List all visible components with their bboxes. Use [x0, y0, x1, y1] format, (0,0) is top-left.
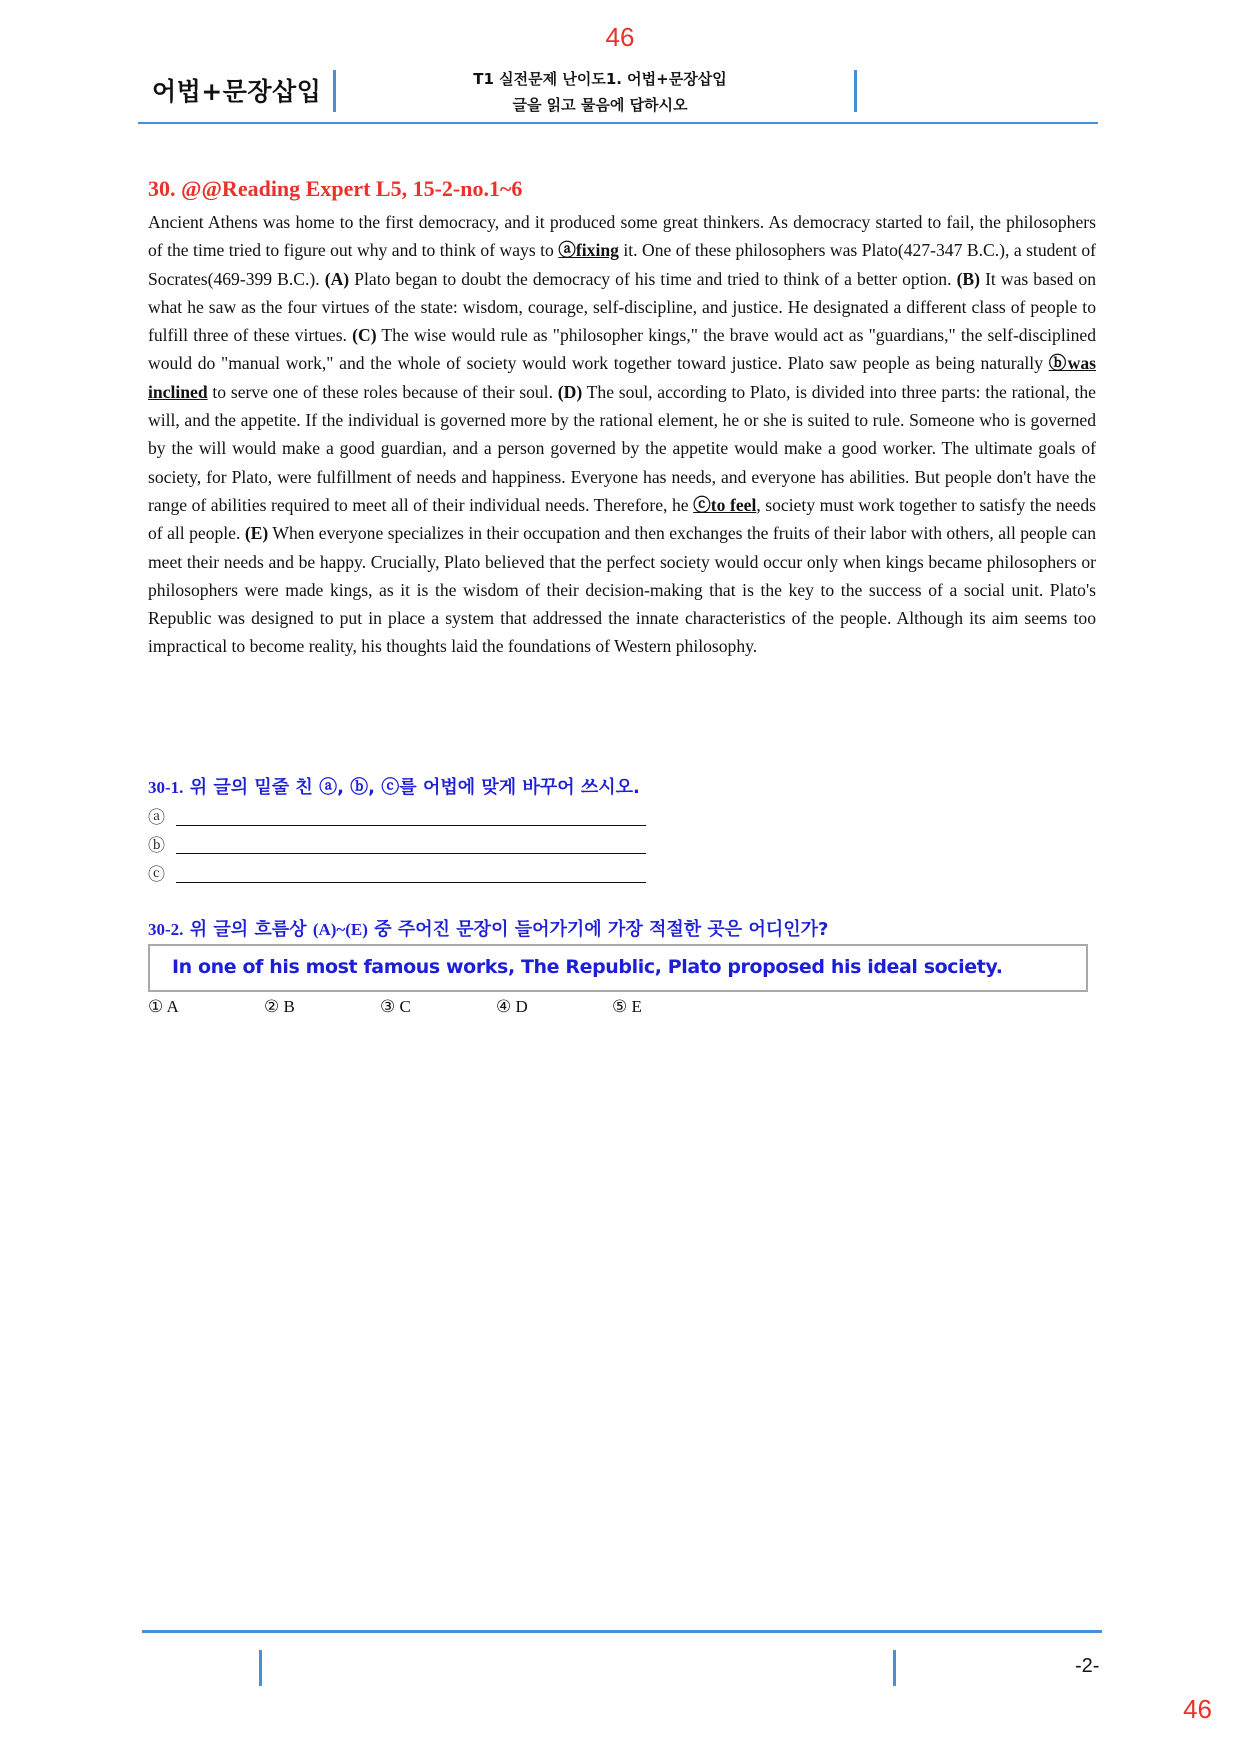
choice-3[interactable]: ③ C [380, 997, 411, 1016]
choice-4[interactable]: ④ D [496, 997, 528, 1016]
passage-text: to serve one of these roles because of their soul. [207, 381, 558, 402]
insert-position-e: (E) [244, 523, 269, 544]
header-subtitle-line1: T1 실전문제 난이도1. 어법+문장삽입 [473, 70, 727, 88]
reading-passage [148, 208, 1096, 661]
underlined-a: ⓐfixing [558, 240, 619, 261]
sub-question-1-prompt: 위 글의 밑줄 친 ⓐ, ⓑ, ⓒ를 어법에 맞게 바꾸어 쓰시오. [183, 777, 640, 798]
answer-line-b[interactable] [148, 831, 648, 859]
answer-mark-c: ⓒ [148, 865, 165, 885]
sub-question-2-prompt-end: 중 주어진 문장이 들어가기에 가장 적절한 곳은 어디인가? [367, 919, 829, 940]
sub-question-2-range: (A)~(E) [312, 920, 368, 939]
passage-text: The soul, according to Plato, is divided into three parts: the rational, the will, and the appetite. If the individual is governed more by the rational element, he or she is suited to rule. Someone who is governed by the will would make a good guardian, and a person governed by the appetite would make a good worker. The ultimate goals of society, for Plato, were fulfillment of needs and happiness. Everyone has needs, and everyone has abilities. But people don't have the range of abilities required to meet all of their individual needs. Therefore, he [148, 381, 1096, 515]
footer-divider-left [259, 1650, 262, 1686]
passage-text: Plato began to doubt the democracy of his time and tried to think of a better option. [349, 268, 957, 289]
choice-5[interactable]: ⑤ E [612, 997, 642, 1016]
sub-question-1 [148, 773, 640, 799]
insert-position-c: (C) [352, 325, 377, 346]
header-divider-left [333, 70, 336, 112]
answer-blank[interactable] [176, 853, 646, 854]
page-number-top: 46 [605, 22, 635, 52]
sub-question-2-prompt: 위 글의 흐름상 [183, 919, 313, 940]
header-subtitle-line2: 글을 읽고 물음에 답하시오 [512, 96, 688, 114]
underlined-b: ⓑwas inclined [148, 353, 1096, 402]
header-rule [138, 122, 1098, 124]
header-divider-right [854, 70, 857, 112]
question-title: 30. @@Reading Expert L5, 15-2-no.1~6 [148, 176, 523, 201]
given-sentence-box [148, 944, 1088, 992]
footer-rule [142, 1630, 1102, 1633]
answer-blank[interactable] [176, 825, 646, 826]
passage-text: Ancient Athens was home to the first democracy, and it produced some great thinkers. As democracy started to fail, the philosophers of the time tried to figure out why and to think of ways to [148, 212, 1096, 261]
section-title: 어법+문장삽입 [152, 77, 322, 106]
answer-line-a[interactable] [148, 803, 648, 831]
insert-position-a: (A) [324, 268, 350, 289]
page-number-bottom: 46 [1183, 1694, 1212, 1724]
passage-text: it. One of these philosophers was Plato(427-347 B.C.), a student of Socrates(469-399 B.C.). [148, 240, 1097, 289]
passage-text: When everyone specializes in their occupation and then exchanges the fruits of their labor with others, all people can meet their needs and be happy. Crucially, Plato believed that the perfect society would occur only when kings became philosophers or philosophers were made kings, as it is the wisdom of their decision-making that is the key to the success of a social unit. Plato's Republic was designed to put in place a system that addressed the innate characteristics of the people. Although its aim seems too impractical to become reality, his thoughts laid the foundations of Western philosophy. [148, 523, 1096, 657]
footer-divider-right [893, 1650, 896, 1686]
answer-line-c[interactable] [148, 860, 648, 888]
footer-page-label: -2- [1075, 1655, 1100, 1677]
answer-mark-b: ⓑ [148, 836, 165, 856]
choice-2[interactable]: ② B [264, 997, 295, 1016]
passage-text: It was based on what he saw as the four virtues of the state: wisdom, courage, self-discipline, and justice. He designated a different class of people to fulfill three of these virtues. [148, 268, 1096, 346]
underlined-c: ⓒto feel [693, 494, 757, 515]
insert-position-b: (B) [956, 268, 981, 289]
answer-mark-a: ⓐ [148, 808, 165, 828]
given-sentence: In one of his most famous works, The Republic, Plato proposed his ideal society. [172, 956, 1003, 978]
insert-position-d: (D) [557, 381, 583, 402]
sub-question-2 [148, 915, 828, 941]
choice-1[interactable]: ① A [148, 997, 179, 1016]
answer-blank[interactable] [176, 882, 646, 883]
passage-text: , society must work together to satisfy the needs of all people. [148, 494, 1096, 544]
passage-text: The wise would rule as "philosopher kings," the brave would act as "guardians," the self-disciplined would do "manual work," and the whole of society would work together toward justice. Plato saw people as being naturally [148, 325, 1097, 374]
header-subtitle [340, 66, 860, 118]
sub-question-1-number: 30-1. [148, 778, 184, 797]
sub-question-2-number: 30-2. [148, 920, 184, 939]
